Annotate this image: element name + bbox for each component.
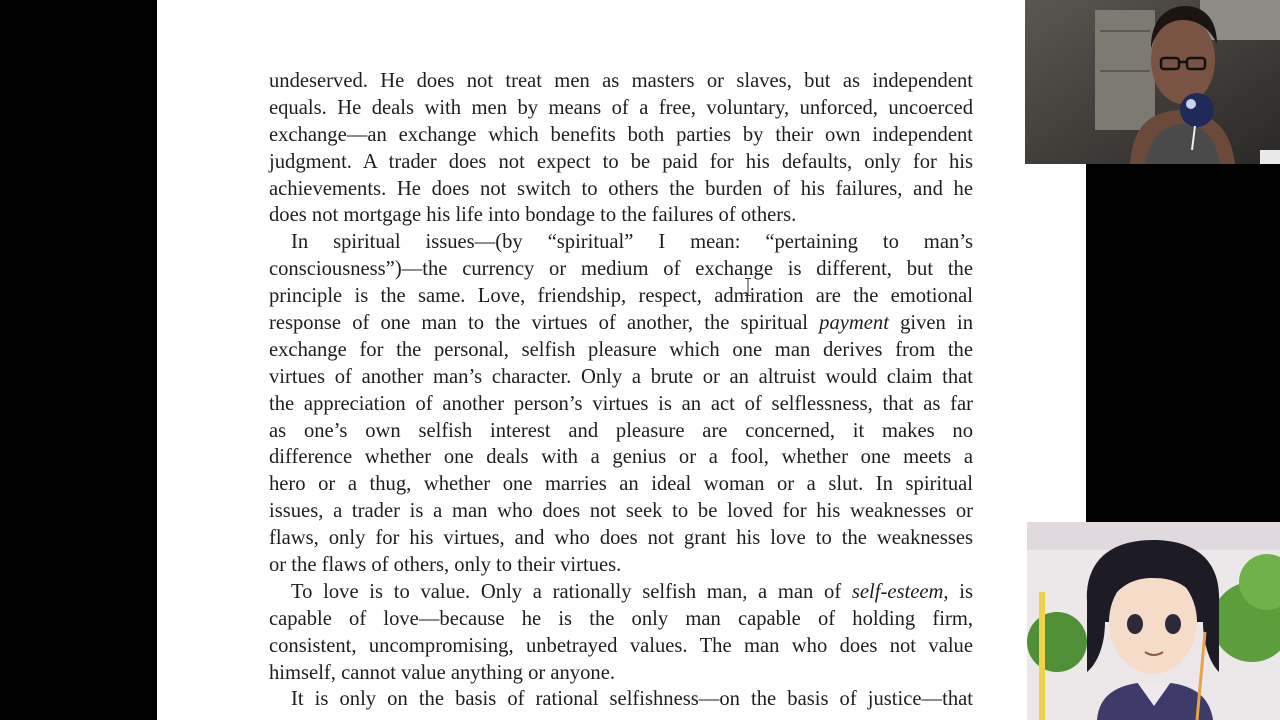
text-line: achievements. He does not switch to others the burden of his failures, and he	[269, 177, 973, 200]
text-line: hero or a thug, whether one marries an ideal woman or a slut. In spiritual	[269, 473, 973, 496]
text-line: It is only on the basis of rational selfishness—on the basis of justice—that	[291, 688, 973, 711]
text-line: exchange for the personal, selfish pleasure which one man derives from the	[269, 338, 973, 361]
text-line-with-emphasis	[269, 310, 973, 337]
emphasis-text: payment	[819, 312, 889, 335]
document-page[interactable]	[157, 0, 1086, 720]
anime-avatar-icon	[1027, 522, 1280, 720]
text-line: capable of love—because he is the only man capable of holding firm,	[269, 607, 973, 630]
text-line: consciousness”)—the currency or medium of exchange is different, but the	[269, 258, 973, 281]
text-line: consistent, uncompromising, unbetrayed values. The man who does not value	[269, 634, 973, 657]
text-line: flaws, only for his virtues, and who does not grant his love to the weaknesses	[269, 527, 973, 550]
emphasis-text: self-esteem,	[851, 580, 949, 603]
text-line-with-emphasis	[269, 579, 973, 606]
text-line: or the flaws of others, only to their virtues.	[269, 554, 622, 577]
webcam-overlay	[1025, 0, 1280, 164]
text-line: equals. He deals with men by means of a free, voluntary, unforced, uncoerced	[269, 96, 973, 119]
desktop-backdrop-left	[0, 0, 157, 720]
text-line: virtues of another man’s character. Only a brute or an altruist would claim that	[269, 365, 973, 388]
document-text	[269, 68, 973, 713]
webcam-person-icon	[1025, 0, 1280, 164]
text-line: exchange—an exchange which benefits both parties by their own independent	[269, 123, 973, 146]
text-line: does not mortgage his life into bondage to the failures of others.	[269, 204, 797, 227]
text-line: principle is the same. Love, friendship, respect, admiration are the emotional	[269, 285, 973, 308]
text-segment: response of one man to the virtues of another, the spiritual	[269, 312, 808, 335]
text-line: issues, a trader is a man who does not seek to be loved for his weaknesses or	[269, 500, 973, 523]
text-segment: To love is to value. Only a rationally selfish man, a man of	[291, 580, 842, 603]
text-segment: given in	[888, 312, 973, 335]
text-line: himself, cannot value anything or anyone.	[269, 661, 615, 684]
text-line: the appreciation of another person’s virtues is an act of selflessness, that as far	[269, 392, 973, 415]
text-line: In spiritual issues—(by “spiritual” I mean: “pertaining to man’s	[291, 231, 973, 254]
text-line: as one’s own selfish interest and pleasure are concerned, it makes no	[269, 419, 973, 442]
text-segment: is	[948, 580, 973, 603]
text-line: difference whether one deals with a genius or a fool, whether one meets a	[269, 446, 973, 469]
text-line: undeserved. He does not treat men as masters or slaves, but as independent	[269, 70, 973, 92]
avatar-overlay	[1027, 522, 1280, 720]
text-cursor-icon	[745, 278, 751, 296]
text-line: judgment. A trader does not expect to be paid for his defaults, only for his	[269, 150, 973, 173]
